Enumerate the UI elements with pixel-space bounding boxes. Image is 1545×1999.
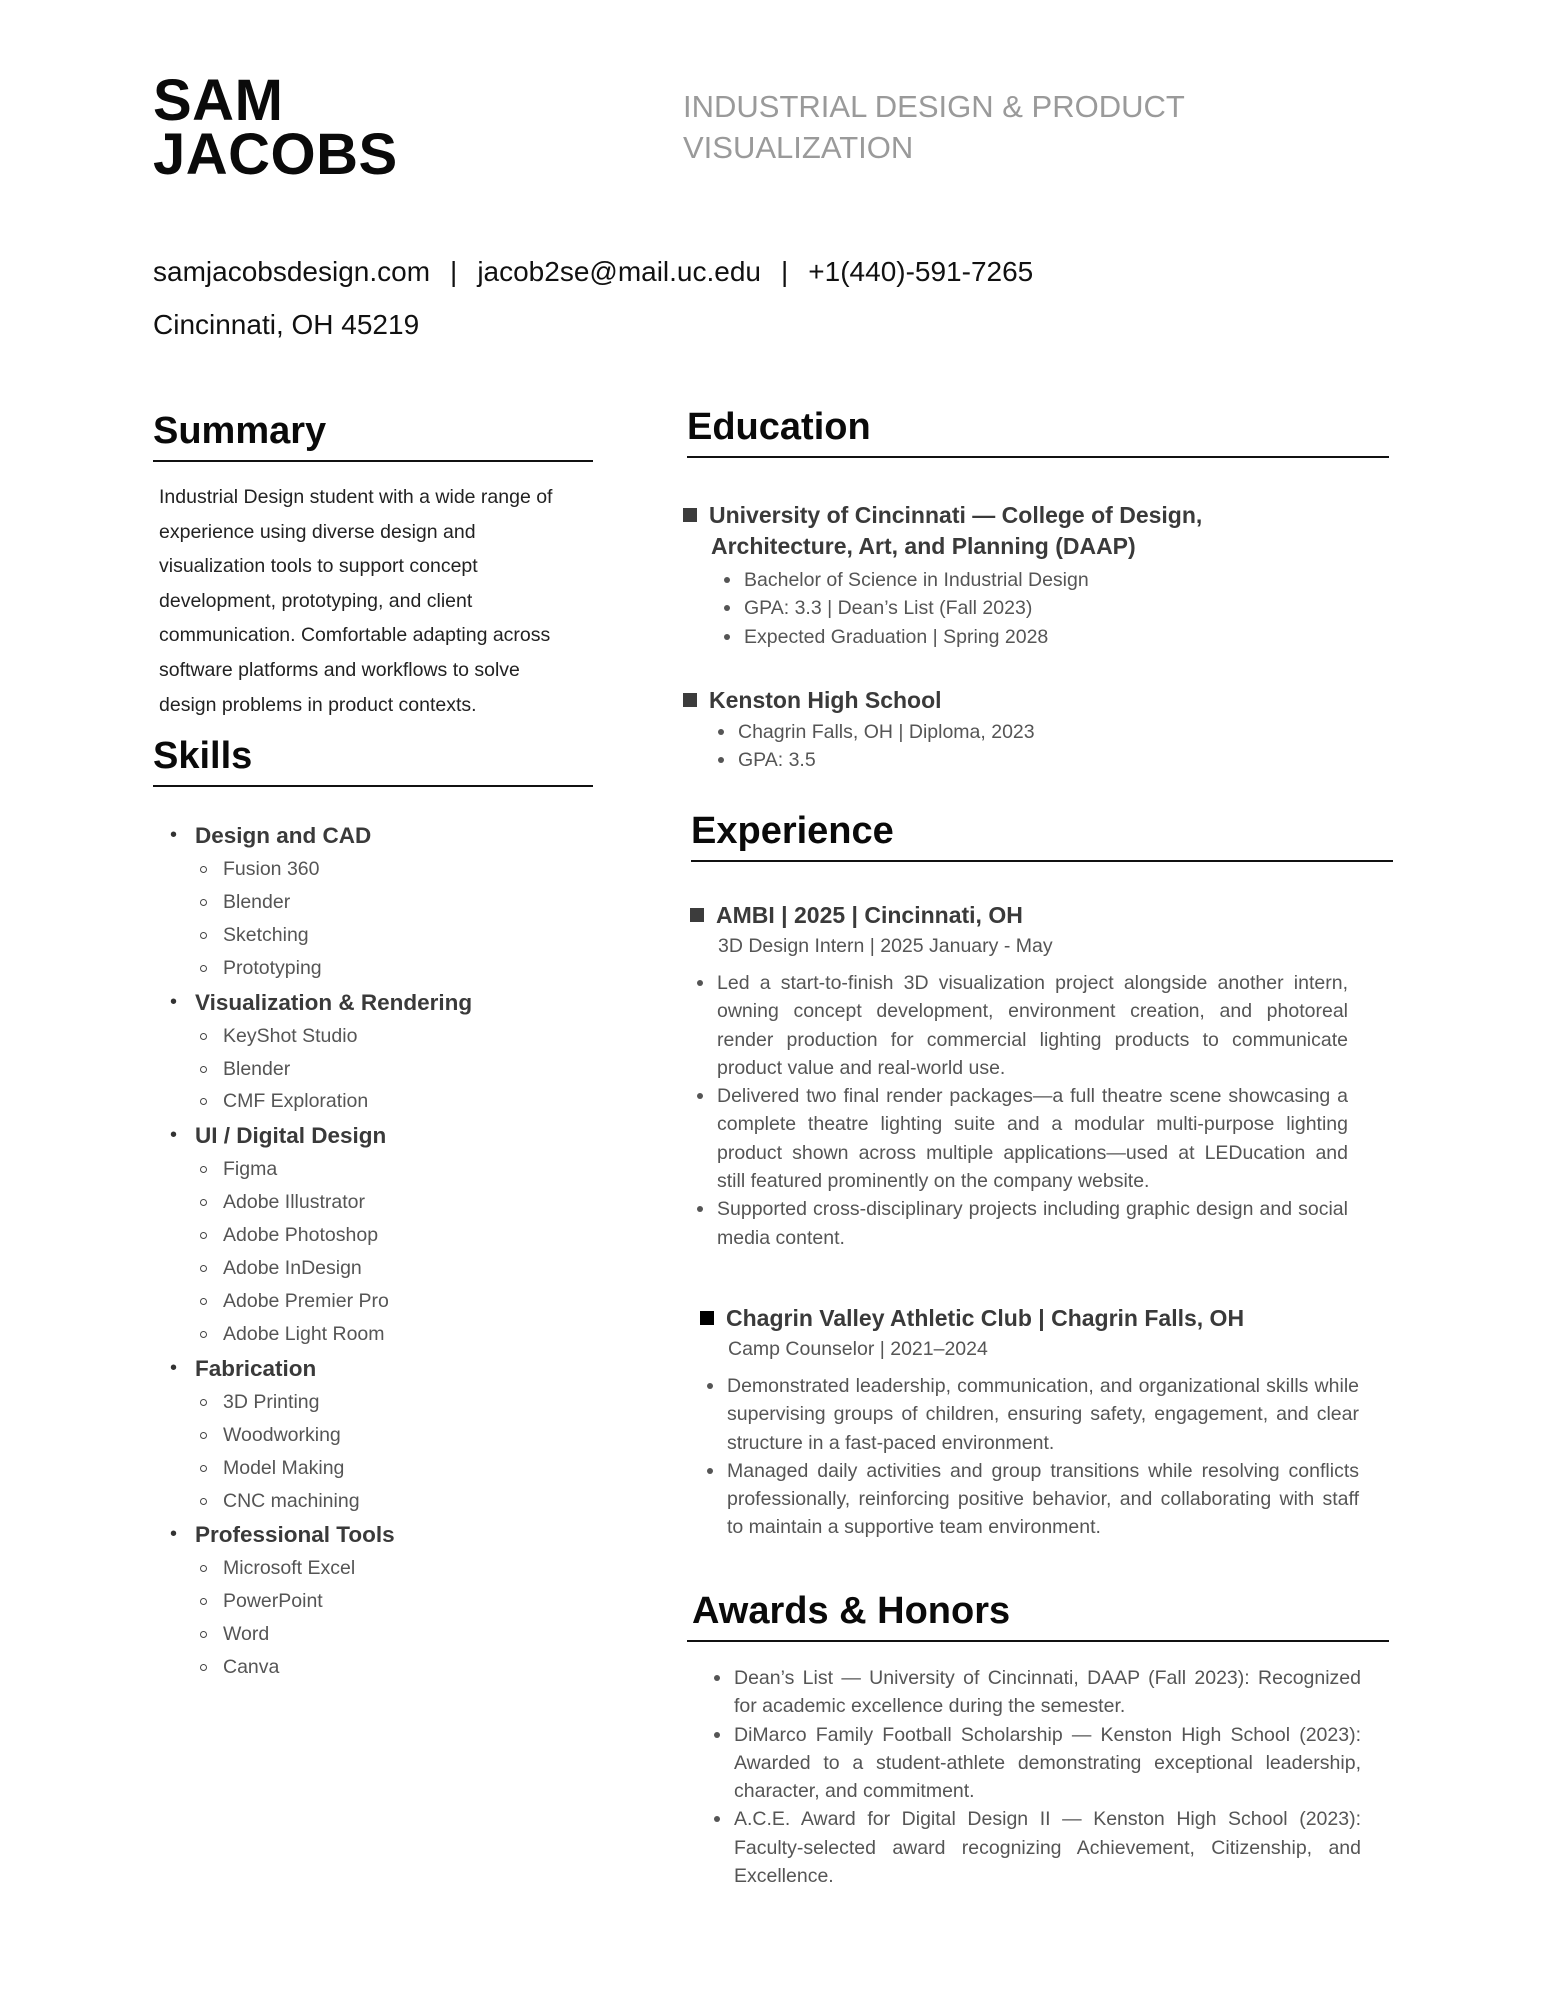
awards-heading: Awards & Honors bbox=[687, 1588, 1389, 1642]
professional-title bbox=[683, 86, 1185, 168]
job-title bbox=[700, 1303, 1359, 1334]
last-name: JACOBS bbox=[153, 122, 398, 187]
job-bullet: Demonstrated leadership, communication, and organizational skills while supervising groups of children, ensuring safety, engagement, and clear structure in a fast-paced environment. bbox=[700, 1372, 1359, 1457]
detail-item: Chagrin Falls, OH | Diploma, 2023 bbox=[711, 718, 1383, 746]
square-bullet-icon bbox=[690, 908, 704, 922]
candidate-name bbox=[153, 68, 398, 187]
square-bullet-icon bbox=[683, 693, 697, 707]
school-details bbox=[683, 718, 1383, 775]
school-name-line: University of Cincinnati — College of Design, bbox=[709, 502, 1203, 528]
detail-item: Bachelor of Science in Industrial Design bbox=[717, 566, 1383, 594]
skill-item: Blender bbox=[195, 886, 600, 919]
job-entry bbox=[700, 1303, 1359, 1542]
email-link[interactable]: jacob2se@mail.uc.edu bbox=[477, 256, 762, 287]
skill-items bbox=[195, 1153, 600, 1350]
summary-line: development, prototyping, and client bbox=[159, 589, 473, 612]
skill-item: CNC machining bbox=[195, 1485, 600, 1518]
education-heading: Education bbox=[687, 404, 1389, 458]
job-bullet: Supported cross-disciplinary projects including graphic design and social media content. bbox=[690, 1195, 1348, 1252]
summary-heading: Summary bbox=[153, 408, 593, 462]
skill-category-name: • Visualization & Rendering bbox=[195, 989, 473, 1015]
skill-item: PowerPoint bbox=[195, 1585, 600, 1618]
skill-item: KeyShot Studio bbox=[195, 1020, 600, 1053]
skill-item: Microsoft Excel bbox=[195, 1552, 600, 1585]
skill-item: CMF Exploration bbox=[195, 1085, 600, 1118]
job-title-text: Chagrin Valley Athletic Club | Chagrin Falls, OH bbox=[726, 1305, 1245, 1331]
skill-item: Fusion 360 bbox=[195, 853, 600, 886]
education-entry bbox=[683, 500, 1383, 651]
square-bullet-icon bbox=[700, 1311, 714, 1325]
phone-number: +1(440)-591-7265 bbox=[808, 256, 1034, 287]
skill-item: Word bbox=[195, 1618, 600, 1651]
summary-line: communication. Comfortable adapting across bbox=[159, 624, 551, 647]
skill-item: Adobe Photoshop bbox=[195, 1219, 600, 1252]
award-item: DiMarco Family Football Scholarship — Kenston High School (2023): Awarded to a student-athlete demonstrating exceptional leadership, character, and commitment. bbox=[707, 1721, 1361, 1806]
skill-category bbox=[160, 985, 600, 1119]
contact-line bbox=[153, 252, 1033, 292]
skill-category-name: • Design and CAD bbox=[195, 823, 372, 848]
school-name bbox=[683, 685, 1383, 716]
award-item: A.C.E. Award for Digital Design II — Kenston High School (2023): Faculty-selected award recognizing Achievement, Citizenship, and Excellence. bbox=[707, 1805, 1361, 1890]
website-link[interactable]: samjacobsdesign.com bbox=[153, 256, 431, 287]
summary-line: software platforms and workflows to solve bbox=[159, 658, 520, 681]
skill-item: Blender bbox=[195, 1053, 600, 1086]
job-bullet: Managed daily activities and group transitions while resolving conflicts professionally, reinforcing positive behavior, and collaborating with staff to maintain a supportive team environment. bbox=[700, 1457, 1359, 1542]
skills-list bbox=[160, 818, 600, 1684]
detail-item: Expected Graduation | Spring 2028 bbox=[717, 623, 1383, 651]
summary-line: Industrial Design student with a wide range of bbox=[159, 486, 553, 508]
skill-items bbox=[195, 1386, 600, 1518]
skill-category bbox=[160, 818, 600, 985]
skill-category-name: • Fabrication bbox=[195, 1355, 317, 1381]
job-title-text: AMBI | 2025 | Cincinnati, OH bbox=[716, 902, 1023, 928]
skill-category bbox=[160, 1517, 600, 1684]
job-bullets bbox=[700, 1372, 1359, 1542]
school-name-line: Kenston High School bbox=[709, 687, 942, 713]
skill-item: Prototyping bbox=[195, 952, 600, 985]
detail-item: GPA: 3.5 bbox=[711, 746, 1383, 774]
summary-line: experience using diverse design and bbox=[159, 520, 476, 543]
experience-heading: Experience bbox=[691, 808, 1393, 862]
job-title bbox=[690, 900, 1348, 931]
job-entry bbox=[690, 900, 1348, 1252]
square-bullet-icon bbox=[683, 508, 697, 522]
school-name bbox=[683, 500, 1383, 562]
skill-item: Figma bbox=[195, 1153, 600, 1186]
job-bullet: Led a start-to-finish 3D visualization project alongside another intern, owning concept development, environment creation, and photoreal render production for commercial lighting products to communicate product value and real-world use. bbox=[690, 969, 1348, 1082]
education-entry bbox=[683, 685, 1383, 775]
skill-category-name: • Professional Tools bbox=[195, 1522, 395, 1548]
first-name: SAM bbox=[153, 68, 284, 133]
summary-text bbox=[159, 480, 609, 722]
title-line-1: INDUSTRIAL DESIGN & PRODUCT bbox=[683, 89, 1185, 124]
skill-items bbox=[195, 1020, 600, 1119]
summary-line: visualization tools to support concept bbox=[159, 555, 478, 578]
skill-item: Adobe InDesign bbox=[195, 1252, 600, 1285]
skill-item: Model Making bbox=[195, 1452, 600, 1485]
skill-category bbox=[160, 1351, 600, 1518]
detail-item: GPA: 3.3 | Dean’s List (Fall 2023) bbox=[717, 594, 1383, 622]
job-bullet: Delivered two final render packages—a full theatre scene showcasing a complete theatre lighting suite and a modular multi-purpose lighting product shown across multiple applications—used at LEDucation and still featured prominently on the company website. bbox=[690, 1082, 1348, 1195]
separator: | bbox=[781, 256, 789, 287]
school-details bbox=[683, 566, 1383, 651]
skill-item: Sketching bbox=[195, 919, 600, 952]
job-role: 3D Design Intern | 2025 January - May bbox=[718, 935, 1053, 957]
skill-category-name: • UI / Digital Design bbox=[195, 1123, 387, 1149]
skill-item: Canva bbox=[195, 1651, 600, 1684]
summary-line: design problems in product contexts. bbox=[159, 693, 477, 716]
job-bullets bbox=[690, 969, 1348, 1252]
skill-item: Adobe Premier Pro bbox=[195, 1285, 600, 1318]
skills-heading: Skills bbox=[153, 733, 593, 787]
job-role: Camp Counselor | 2021–2024 bbox=[728, 1338, 988, 1360]
skill-item: Adobe Light Room bbox=[195, 1318, 600, 1351]
school-name-line: Architecture, Art, and Planning (DAAP) bbox=[711, 533, 1136, 559]
skill-items bbox=[195, 1552, 600, 1684]
location: Cincinnati, OH 45219 bbox=[153, 309, 420, 340]
skill-items bbox=[195, 853, 600, 985]
skill-item: 3D Printing bbox=[195, 1386, 600, 1419]
title-line-2: VISUALIZATION bbox=[683, 130, 914, 165]
skill-category bbox=[160, 1118, 600, 1350]
award-item: Dean’s List — University of Cincinnati, DAAP (Fall 2023): Recognized for academic excellence during the semester. bbox=[707, 1664, 1361, 1721]
separator: | bbox=[450, 256, 458, 287]
skill-item: Adobe Illustrator bbox=[195, 1186, 600, 1219]
skill-item: Woodworking bbox=[195, 1419, 600, 1452]
awards-list bbox=[707, 1664, 1361, 1890]
